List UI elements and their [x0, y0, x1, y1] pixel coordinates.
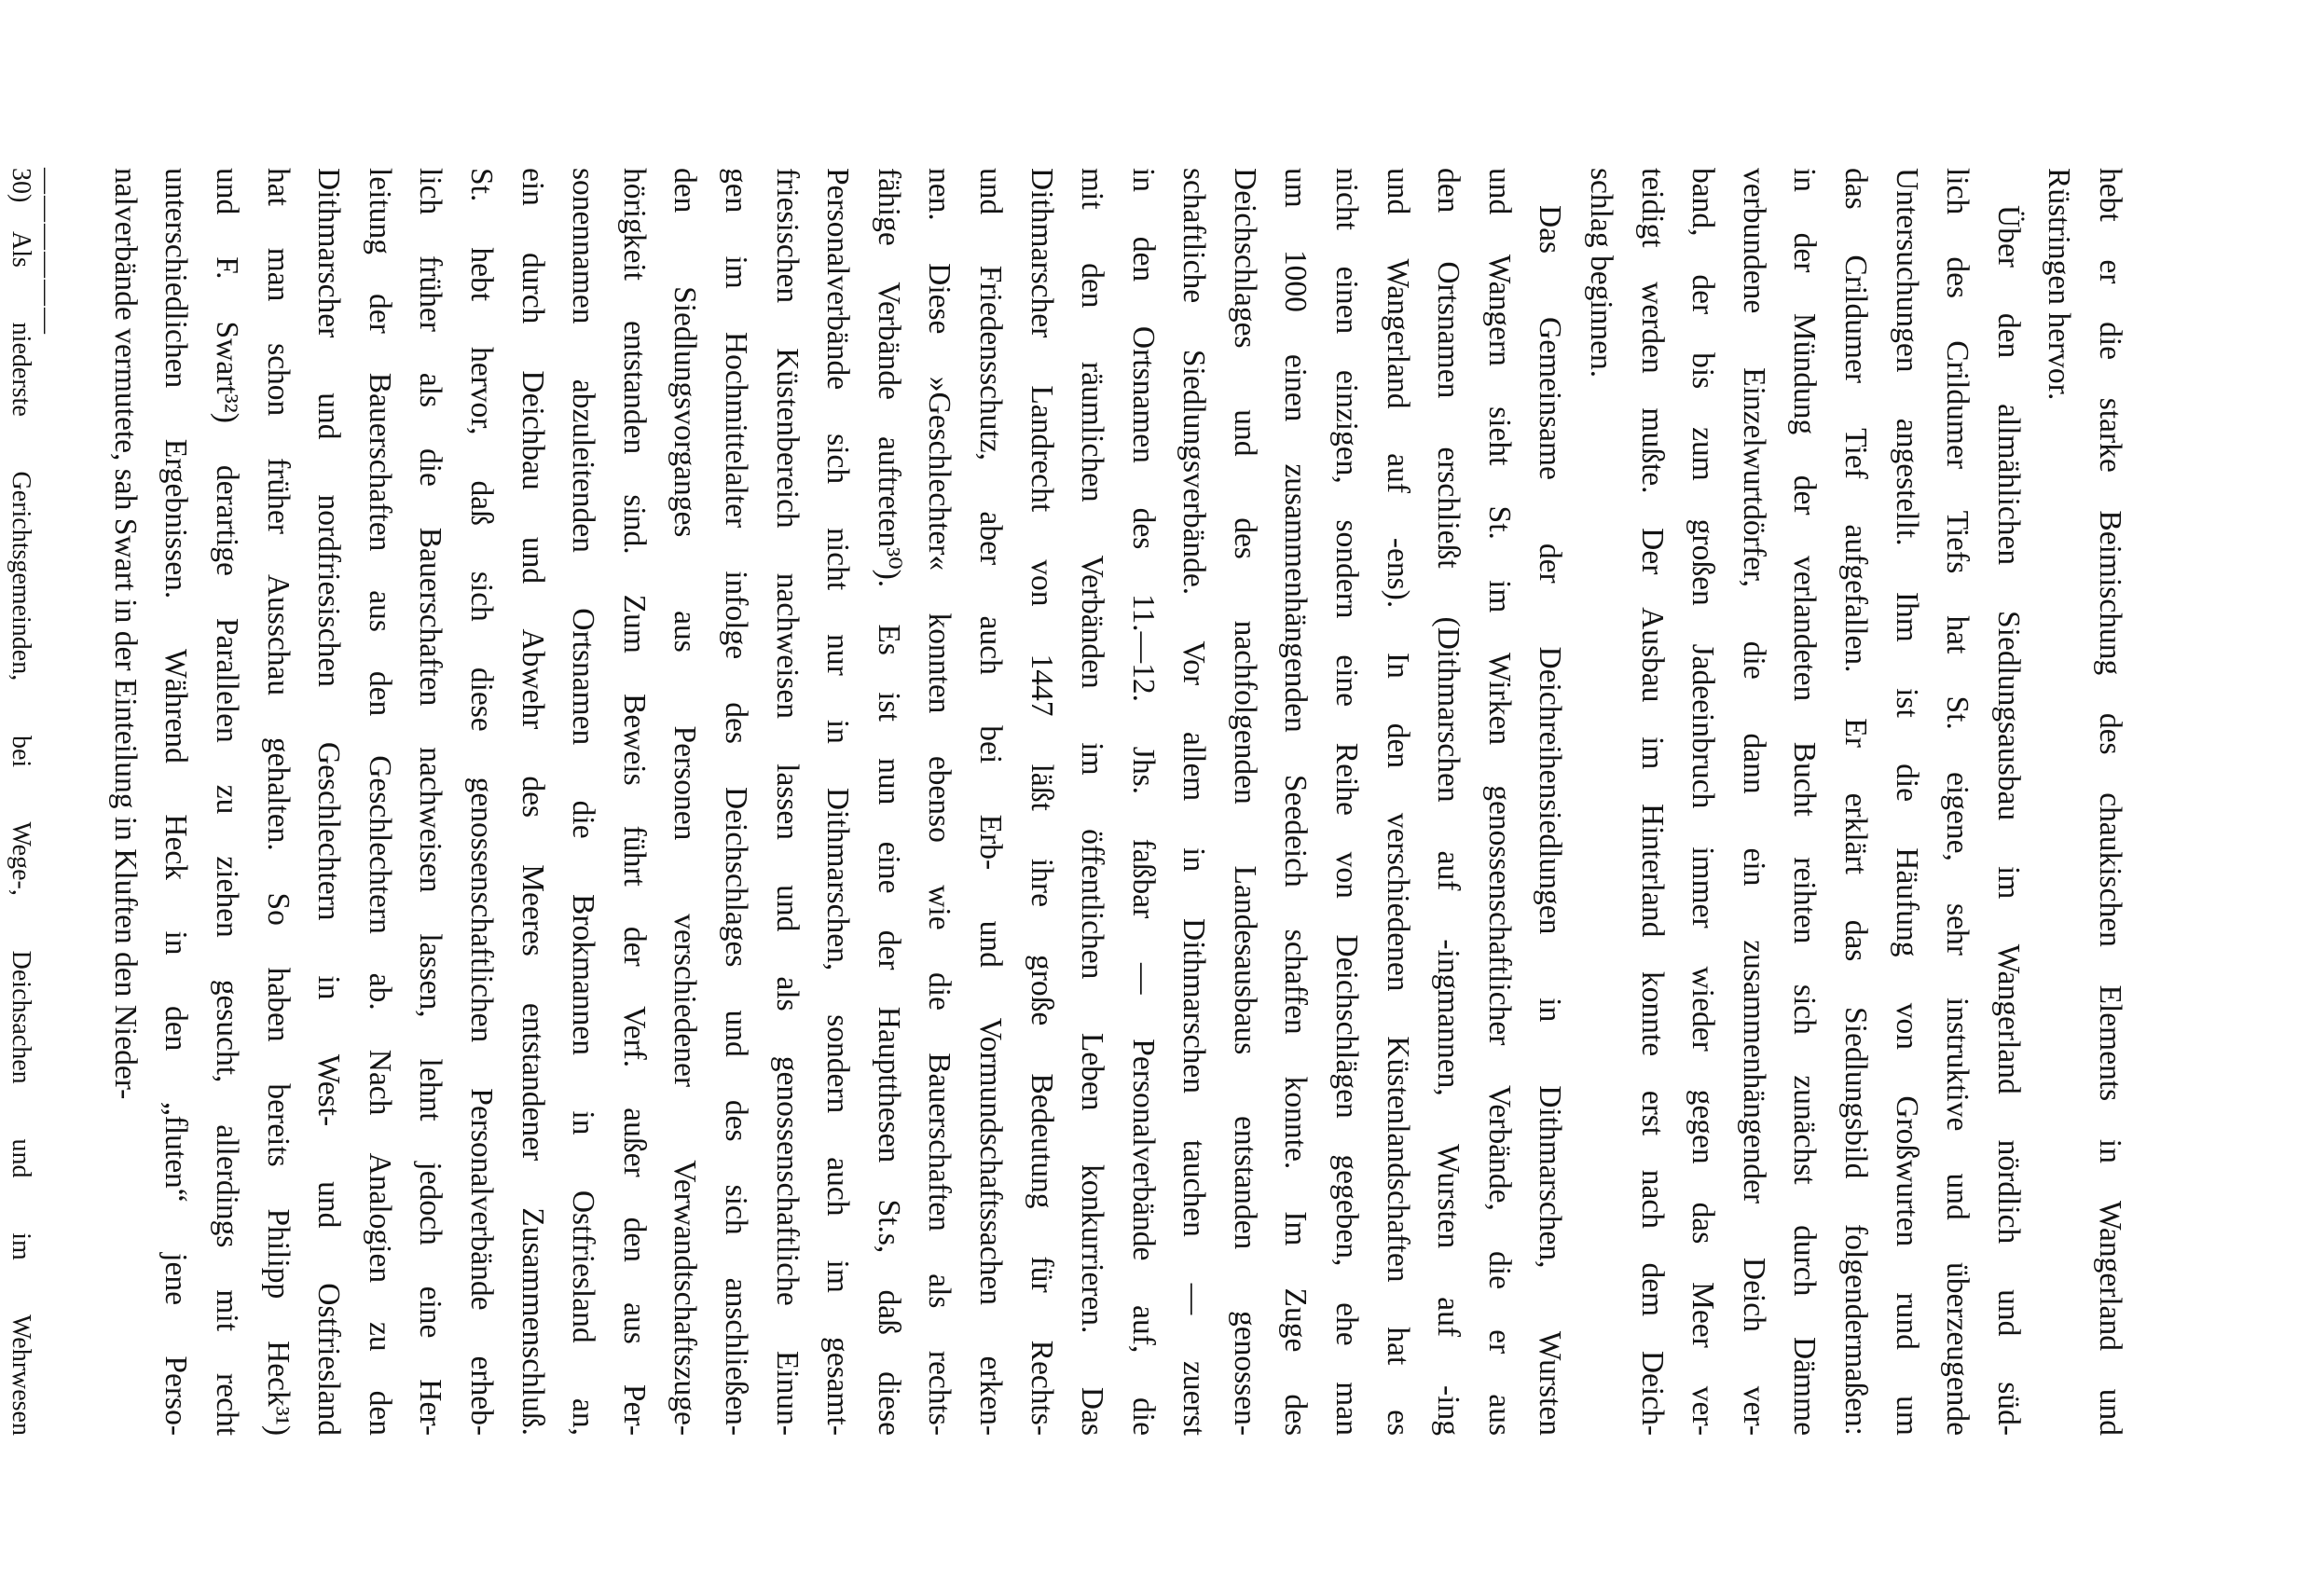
text-line: unterschiedlichen Ergebnissen. Während Heck in den „fluten“ jene Perso-: [158, 168, 194, 1436]
text-line: gen im Hochmittelalter infolge des Deichschlages und des sich anschließen-: [718, 168, 753, 1436]
text-line: um 1000 einen zusammenhängenden Seedeich schaffen konnte. Im Zuge des: [1278, 168, 1314, 1436]
text-line: das Crildumer Tief aufgefallen. Er erklärt das Siedlungsbild folgendermaßen:: [1838, 168, 1874, 1436]
text-line: Untersuchungen angestellt. Ihm ist die Häufung von Großwurten rund um: [1889, 168, 1924, 1436]
text-line: hörigkeit entstanden sind. Zum Beweis führt der Verf. außer den aus Per-: [616, 168, 652, 1436]
text-line: Dithmarscher Landrecht von 1447 läßt ihre große Bedeutung für Rechts-: [1024, 168, 1059, 1436]
paragraph: [2033, 168, 2135, 1436]
footnote-rule-line: ——————: [32, 168, 62, 336]
text-line: Personalverbände sich nicht nur in Dithmarschen, sondern auch im gesamt-: [820, 168, 856, 1436]
text-line: ein durch Deichbau und Abwehr des Meeres entstandener Zusammenschluß.: [515, 168, 550, 1436]
footnote-line: Als niederste Gerichtsgemeinden, bei Wege-, Deichsachen und im Wehrwesen: [7, 231, 36, 1436]
text-line: verbundene Einzelwurtdörfer, die dann ein zusammenhängender Deich ver-: [1736, 168, 1771, 1436]
text-line: band, der bis zum großen Jadeeinbruch immer wieder gegen das Meer ver-: [1686, 168, 1721, 1436]
text-line: nen. Diese »Geschlechter« konnten ebenso wie die Bauerschaften als rechts-: [922, 168, 957, 1436]
text-line: mit den räumlichen Verbänden im öffentlichen Leben konkurrieren. Das: [1075, 168, 1110, 1436]
footnote: [0, 168, 43, 1436]
text-line: Über den allmählichen Siedlungsausbau im Wangerland nördlich und süd-: [1990, 205, 2026, 1436]
text-line: Deichschlages und des nachfolgenden Landesausbaus entstanden genossen-: [1227, 168, 1262, 1436]
paragraph: [99, 168, 1575, 1436]
text-line: sonennamen abzuleitenden Ortsnamen die Brokmannen in Ostfriesland an,: [566, 168, 601, 1436]
footnote-number: 30): [7, 168, 36, 203]
text-line: fähige Verbände auftreten³⁰). Es ist nun eine der Hauptthesen St.s, daß diese: [871, 168, 906, 1436]
text-line: in der Mündung der verlandeten Bucht reihten sich zunächst durch Dämme: [1787, 168, 1823, 1436]
text-line: St. hebt hervor, daß sich diese genossenschaftlichen Personalverbände erheb-: [464, 168, 499, 1436]
text-line: hat man schon früher Ausschau gehalten. So haben bereits Philipp Heck³¹): [260, 168, 296, 1436]
text-line: und Wangerland auf -ens). In den verschiedenen Küstenlandschaften hat es: [1380, 168, 1415, 1436]
book-page: [7, 168, 2135, 1436]
text-line: nalverbände vermutete, sah Swart in der Einteilung in Kluften den Nieder-: [107, 168, 143, 1100]
text-line: Dithmarscher und nordfriesischen Geschlechtern in West- und Ostfriesland: [311, 168, 347, 1436]
text-line: und Wangern sieht St. im Wirken genossenschaftlicher Verbände, die er aus: [1481, 168, 1517, 1436]
text-line: und F. Swart³²) derartige Parallelen zu ziehen gesucht, allerdings mit recht: [210, 168, 245, 1436]
text-line: schaftliche Siedlungsverbände. Vor allem in Dithmarschen tauchen — zuerst: [1177, 168, 1212, 1436]
text-line: teidigt werden mußte. Der Ausbau im Hinterland konnte erst nach dem Deich-: [1634, 168, 1670, 1436]
text-line: lich früher als die Bauerschaften nachweisen lassen, lehnt jedoch eine Her-: [413, 168, 448, 1436]
body-text: [99, 168, 2135, 1436]
text-line: Rüstringen hervor.: [2042, 168, 2077, 401]
text-line: den Siedlungsvorganges aus Personen verschiedener Verwandtschaftszuge-: [667, 168, 703, 1436]
text-line: hebt er die starke Beimischung des chaukischen Elements in Wangerland und: [2093, 168, 2127, 1436]
text-line: friesischen Küstenbereich nachweisen lassen und als genossenschaftliche Einun-: [769, 168, 805, 1436]
text-line: nicht einen einzigen, sondern eine Reihe von Deichschlägen gegeben, ehe man: [1329, 168, 1365, 1436]
footnotes: [0, 168, 43, 1436]
paragraph: [1575, 168, 2032, 1436]
text-line: leitung der Bauerschaften aus den Geschlechtern ab. Nach Analogien zu den: [362, 168, 397, 1436]
text-line: den Ortsnamen erschließt (Dithmarschen auf -ingmannen, Wursten auf -ing: [1431, 168, 1466, 1436]
footnote-rule: [32, 168, 80, 1436]
text-line: lich des Crildumer Tiefs hat St. eigene, sehr instruktive und überzeugende: [1940, 168, 1975, 1436]
text-line: schlag beginnen.: [1584, 168, 1619, 378]
text-line: und Friedensschutz, aber auch bei Erb- und Vormundschaftssachen erken-: [972, 168, 1008, 1436]
text-line: in den Ortsnamen des 11.—12. Jhs. faßbar — Personalverbände auf, die: [1125, 168, 1161, 1436]
text-line: Das Gemeinsame der Deichreihensiedlungen in Dithmarschen, Wursten: [1533, 205, 1568, 1436]
